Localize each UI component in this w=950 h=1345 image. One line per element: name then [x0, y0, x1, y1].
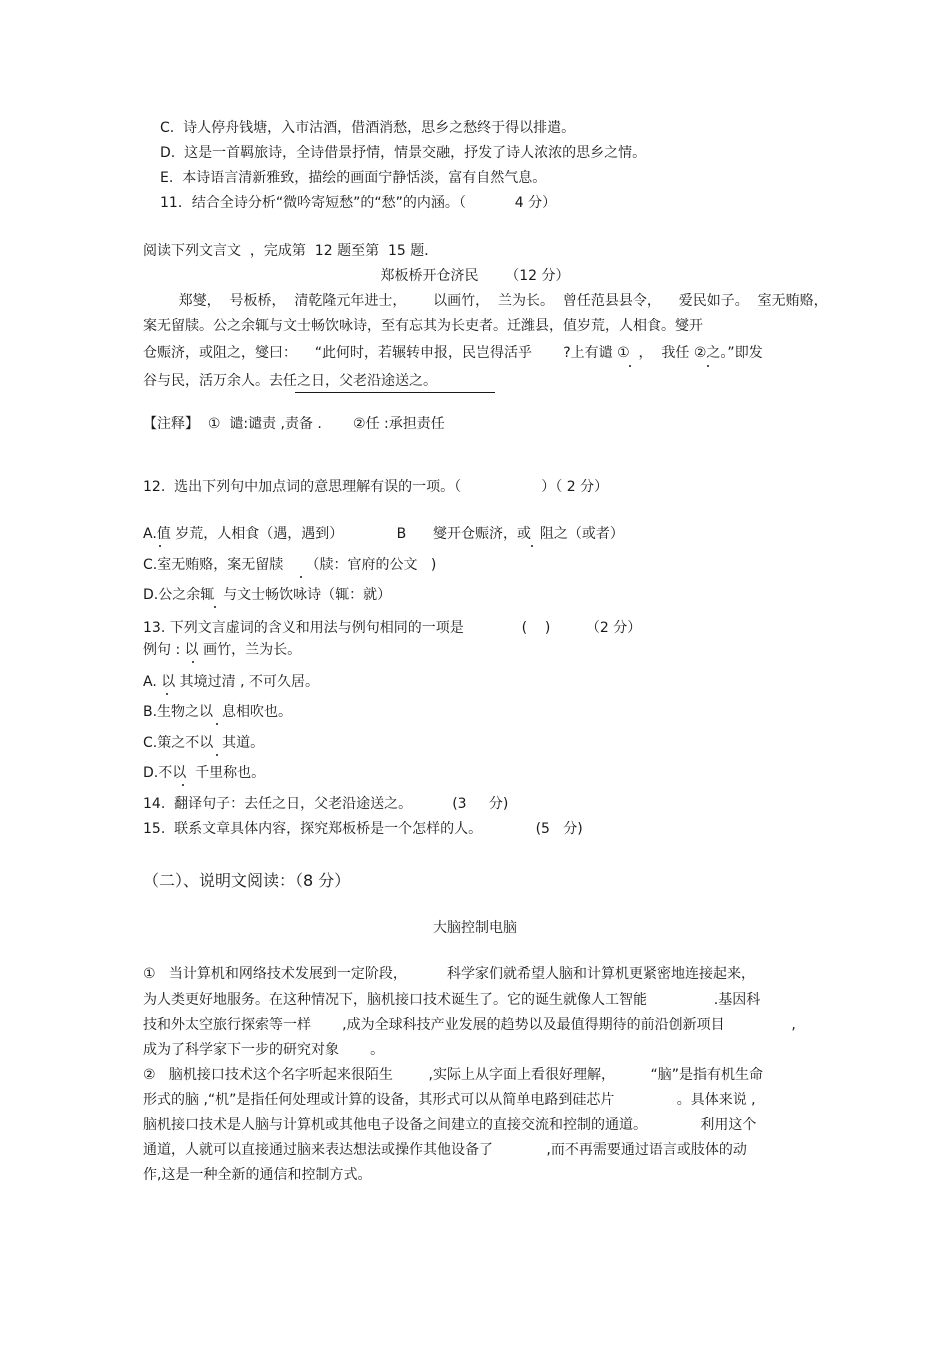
- classical-title: 郑板桥开仓济民 （12 分）: [380, 268, 570, 284]
- question-12-stem: 12. 选出下列句中加点词的意思理解有误的一项。（ ）（ 2 分）: [143, 479, 609, 495]
- section-2-line-1: ① 当计算机和网络技术发展到一定阶段， 科学家们就希望人脑和计算机更紧密地连接起来，: [143, 966, 755, 982]
- emphasis-dot: [531, 545, 533, 547]
- emphasis-dot: [629, 365, 631, 367]
- question-12-option-a-b: A.值 岁荒，人相食（遇，遇到） B 燮开仓赈济，或 阻之（或者）: [143, 526, 624, 542]
- section-2-line-6: 形式的脑 ,“机”是指任何处理或计算的设备，其形式可以从简单电路到硅芯片 。具体来说 ,: [143, 1092, 756, 1108]
- question-14: 14. 翻译句子：去任之日，父老沿途送之。 (3 分): [143, 796, 509, 812]
- section-2-title: 大脑控制电脑: [433, 920, 517, 936]
- question-11: 11．结合全诗分析“微吟寄短愁”的“愁”的内涵。（ 4 分）: [160, 195, 557, 211]
- emphasis-dot: [159, 545, 161, 547]
- question-15: 15. 联系文章具体内容，探究郑板桥是一个怎样的人。 (5 分): [143, 821, 583, 837]
- question-13-option-a: A. 以 其境过清 , 不可久居。: [143, 674, 320, 690]
- emphasis-dot: [192, 661, 194, 663]
- section-2-line-2: 为人类更好地服务。在这种情况下，脑机接口技术诞生了。它的诞生就像人工智能 .基因科: [143, 992, 761, 1008]
- section-2-heading: （二）、说明文阅读：（8 分）: [143, 871, 351, 890]
- emphasis-dot: [216, 723, 218, 725]
- section-2-line-9: 作,这是一种全新的通信和控制方式。: [143, 1167, 372, 1183]
- section-2-line-7: 脑机接口技术是人脑与计算机或其他电子设备之间建立的直接交流和控制的通道。 利用这个: [143, 1117, 757, 1133]
- question-12-option-d: D.公之余辄 与文士畅饮咏诗（辄：就）: [143, 587, 392, 603]
- underline-mark: [295, 392, 495, 393]
- classical-line-3: 仓赈济，或阻之，燮曰： “此何时，若辗转申报，民岂得活乎 ?上有谴 ① ， 我任 ②之。”即发: [143, 345, 763, 361]
- emphasis-dot: [707, 365, 709, 367]
- section-2-line-3: 技和外太空旅行探索等一样 ,成为全球科技产业发展的趋势以及最值得期待的前沿创新项目 ,: [143, 1017, 796, 1033]
- question-12-option-c: C.室无贿赂，案无留牍 （牍：官府的公文 ): [143, 557, 437, 573]
- emphasis-dot: [214, 606, 216, 608]
- emphasis-dot: [182, 784, 184, 786]
- poem-option-d: D. 这是一首羁旅诗，全诗借景抒情，情景交融，抒发了诗人浓浓的思乡之情。: [160, 145, 647, 161]
- classical-line-4: 谷与民，活万余人。去任之日，父老沿途送之。: [143, 373, 437, 389]
- poem-option-e: E. 本诗语言清新雅致，描绘的画面宁静恬淡，富有自然气息。: [160, 170, 547, 186]
- classical-intro: 阅读下列文言文 ，完成第 12 题至第 15 题．: [143, 243, 439, 259]
- emphasis-dot: [166, 693, 168, 695]
- question-13-stem: 13. 下列文言虚词的含义和用法与例句相同的一项是 ( ) （2 分）: [143, 620, 642, 636]
- question-13-option-b: B.生物之以 息相吹也。: [143, 704, 292, 720]
- classical-line-2: 案无留牍。公之余辄与文士畅饮咏诗，至有忘其为长吏者。迁潍县，值岁荒，人相食。燮开: [143, 318, 703, 334]
- section-2-line-4: 成为了科学家下一步的研究对象 。: [143, 1042, 385, 1058]
- classical-note: 【注释】 ① 谴:谴责 ,责备 . ②任 :承担责任: [143, 416, 445, 432]
- poem-option-c: C. 诗人停舟钱塘，入市沽酒，借酒消愁，思乡之愁终于得以排遣。: [160, 120, 576, 136]
- section-2-line-8: 通道，人就可以直接通过脑来表达想法或操作其他设备了 ,而不再需要通过语言或肢体的动: [143, 1142, 747, 1158]
- emphasis-dot: [300, 576, 302, 578]
- section-2-line-5: ② 脑机接口技术这个名字听起来很陌生 ,实际上从字面上看很好理解， “脑”是指有机生命: [143, 1067, 764, 1083]
- emphasis-dot: [216, 754, 218, 756]
- question-13-example: 例句 : 以 画竹，兰为长。: [143, 642, 302, 658]
- question-13-option-c: C.策之不以 其道。: [143, 735, 265, 751]
- question-13-option-d: D.不以 千里称也。: [143, 765, 266, 781]
- classical-line-1: 郑燮， 号板桥， 清乾隆元年进士， 以画竹， 兰为长。 曾任范县县令， 爱民如子。 室无贿赂，: [143, 293, 828, 309]
